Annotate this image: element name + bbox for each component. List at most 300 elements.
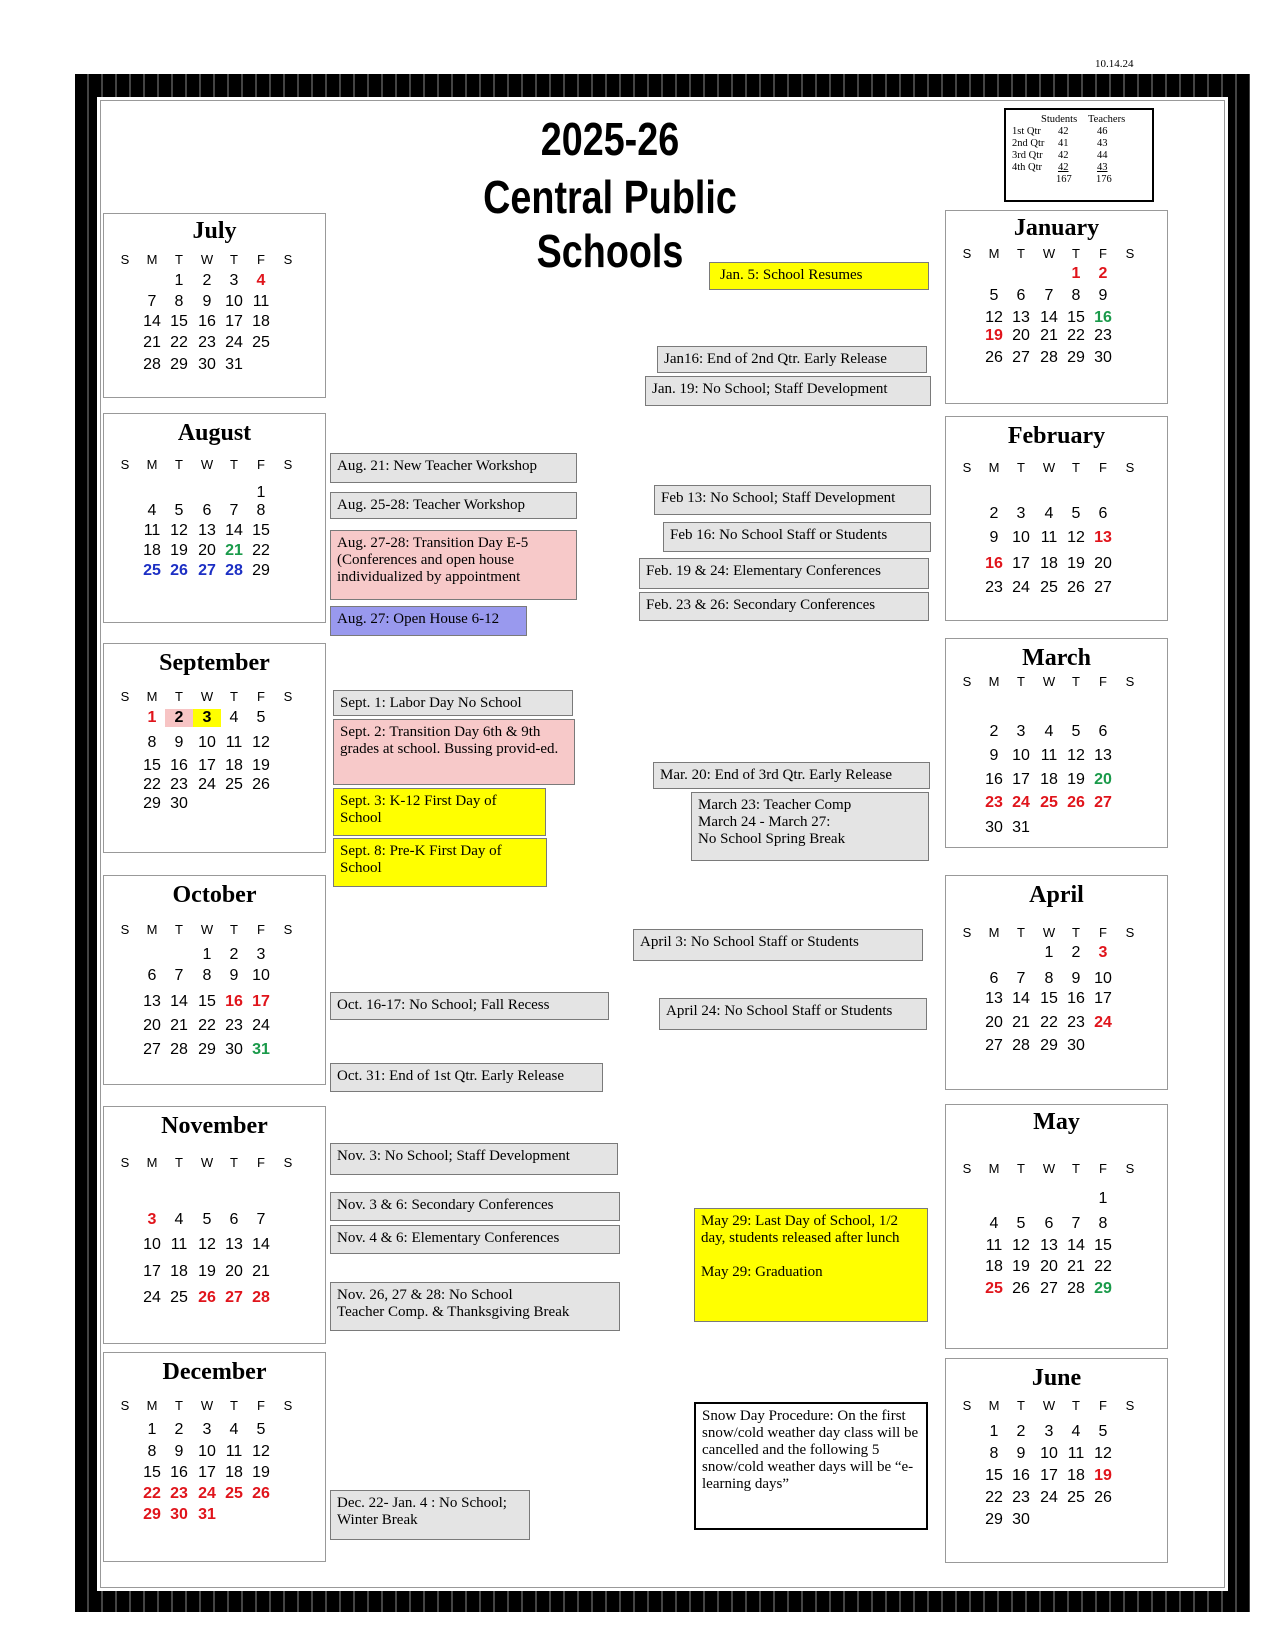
weekday-header: W: [200, 1155, 214, 1170]
calendar-day: 29: [198, 1041, 216, 1058]
calendar-day: 1: [147, 709, 157, 726]
calendar-day: 27: [1012, 349, 1030, 366]
month-name: January: [1013, 215, 1100, 241]
calendar-day: 3: [256, 946, 266, 963]
event-oct-16: Oct. 16-17: No School; Fall Recess: [330, 992, 609, 1020]
calendar-day: 27: [225, 1289, 243, 1306]
calendar-day: 11: [225, 734, 243, 751]
calendar-day: 20: [1040, 1258, 1058, 1275]
calendar-day: 5: [174, 502, 184, 519]
calendar-day: 26: [1067, 794, 1085, 811]
weekday-header: W: [200, 457, 214, 472]
calendar-day: 5: [1016, 1215, 1026, 1232]
calendar-day: 11: [225, 1443, 243, 1460]
month-name: September: [159, 650, 270, 676]
calendar-day: 14: [143, 313, 161, 330]
weekday-header: T: [230, 1155, 238, 1170]
stats-label: 2nd Qtr: [1012, 138, 1045, 149]
event-apr-24: April 24: No School Staff or Students: [659, 998, 927, 1030]
calendar-day: 15: [1094, 1237, 1112, 1254]
weekday-header: S: [120, 689, 130, 704]
weekday-header: T: [1017, 1398, 1025, 1413]
calendar-day: 13: [1094, 747, 1112, 764]
calendar-day: 26: [252, 776, 270, 793]
calendar-day: 18: [225, 1464, 243, 1481]
calendar-day: 10: [1094, 970, 1112, 987]
weekday-header: T: [1072, 460, 1080, 475]
weekday-header: T: [175, 1398, 183, 1413]
calendar-day: 25: [1067, 1489, 1085, 1506]
calendar-day: 12: [1094, 1445, 1112, 1462]
calendar-day: 28: [143, 356, 161, 373]
event-oct-31: Oct. 31: End of 1st Qtr. Early Release: [330, 1063, 603, 1092]
calendar-day: 1: [256, 484, 266, 501]
stats-teachers: 46: [1097, 126, 1108, 137]
weekday-header: F: [257, 1398, 265, 1413]
weekday-header: T: [230, 922, 238, 937]
weekday-header: T: [1072, 246, 1080, 261]
calendar-day: 9: [1016, 1445, 1026, 1462]
calendar-day: 16: [198, 313, 216, 330]
weekday-header: S: [283, 922, 293, 937]
weekday-header: T: [175, 457, 183, 472]
calendar-day: 19: [198, 1263, 216, 1280]
calendar-day: 30: [198, 356, 216, 373]
weekday-header: S: [120, 252, 130, 267]
calendar-day: 6: [202, 502, 212, 519]
calendar-day: 24: [198, 1485, 216, 1502]
weekday-header: T: [230, 1398, 238, 1413]
calendar-day: 16: [985, 771, 1003, 788]
calendar-day: 21: [225, 542, 243, 559]
month-name: March: [1022, 645, 1091, 671]
calendar-day: 19: [170, 542, 188, 559]
calendar-day: 5: [202, 1211, 212, 1228]
stats-label: 1st Qtr: [1012, 126, 1041, 137]
calendar-day: 3: [1016, 723, 1026, 740]
calendar-day: 8: [1071, 287, 1081, 304]
weekday-header: F: [257, 457, 265, 472]
calendar-day: 19: [252, 757, 270, 774]
weekday-header: T: [1017, 460, 1025, 475]
event-may-29: [694, 1208, 928, 1322]
calendar-day: 8: [989, 1445, 999, 1462]
calendar-day: 14: [252, 1236, 270, 1253]
calendar-day: 24: [1040, 1489, 1058, 1506]
calendar-day: 30: [1094, 349, 1112, 366]
calendar-day: 6: [1044, 1215, 1054, 1232]
weekday-header: F: [1099, 674, 1107, 689]
calendar-day: 24: [143, 1289, 161, 1306]
calendar-day: 29: [1067, 349, 1085, 366]
calendar-day: 7: [1071, 1215, 1081, 1232]
calendar-day: 8: [174, 293, 184, 310]
calendar-day: 30: [1067, 1037, 1085, 1054]
calendar-day: 16: [1067, 990, 1085, 1007]
month-june: [945, 1358, 1168, 1563]
calendar-day: 20: [1094, 555, 1112, 572]
calendar-day: 1: [147, 1421, 157, 1438]
month-october: [103, 875, 326, 1085]
weekday-header: F: [257, 1155, 265, 1170]
calendar-day: 17: [225, 313, 243, 330]
event-aug-21: Aug. 21: New Teacher Workshop: [330, 453, 577, 483]
stats-teachers: 43: [1097, 162, 1108, 173]
calendar-day: 19: [252, 1464, 270, 1481]
weekday-header: F: [257, 922, 265, 937]
calendar-day: 25: [252, 334, 270, 351]
calendar-day: 22: [1094, 1258, 1112, 1275]
calendar-day: 14: [1067, 1237, 1085, 1254]
weekday-header: W: [1042, 674, 1056, 689]
calendar-day: 2: [165, 709, 193, 727]
calendar-day: 1: [1098, 1190, 1108, 1207]
calendar-day: 6: [1016, 287, 1026, 304]
calendar-day: 17: [143, 1263, 161, 1280]
calendar-day: 25: [143, 562, 161, 579]
weekday-header: T: [175, 922, 183, 937]
calendar-day: 4: [229, 1421, 239, 1438]
weekday-header: W: [1042, 925, 1056, 940]
calendar-day: 12: [1012, 1237, 1030, 1254]
calendar-day: 28: [225, 562, 243, 579]
event-feb-23: Feb. 23 & 26: Secondary Conferences: [639, 592, 929, 621]
weekday-header: M: [146, 689, 158, 704]
event-feb-16: Feb 16: No School Staff or Students: [663, 522, 931, 552]
calendar-day: 22: [143, 1485, 161, 1502]
calendar-day: 3: [147, 1211, 157, 1228]
calendar-day: 20: [143, 1017, 161, 1034]
calendar-day: 19: [1067, 555, 1085, 572]
calendar-day: 20: [985, 1014, 1003, 1031]
calendar-day: 21: [143, 334, 161, 351]
weekday-header: W: [1042, 1161, 1056, 1176]
stats-label: 3rd Qtr: [1012, 150, 1043, 161]
calendar-day: 3: [202, 1421, 212, 1438]
calendar-day: 17: [198, 1464, 216, 1481]
calendar-day: 20: [1094, 771, 1112, 788]
calendar-day: 14: [170, 993, 188, 1010]
calendar-day: 25: [985, 1280, 1003, 1297]
event-aug-27-open-house: Aug. 27: Open House 6-12: [330, 606, 527, 636]
calendar-day: 29: [170, 356, 188, 373]
event-nov-26-line1: Nov. 26, 27 & 28: No School: [337, 1287, 513, 1303]
calendar-day: 7: [1044, 287, 1054, 304]
calendar-day: 19: [985, 327, 1003, 344]
calendar-day: 1: [202, 946, 212, 963]
event-sep-8: Sept. 8: Pre-K First Day of School: [333, 838, 547, 887]
calendar-day: 10: [252, 967, 270, 984]
calendar-day: 25: [170, 1289, 188, 1306]
calendar-day: 16: [1094, 309, 1112, 326]
calendar-day: 9: [989, 529, 999, 546]
calendar-day: 4: [174, 1211, 184, 1228]
school-name-title: Central Public Schools: [483, 171, 737, 277]
calendar-day: 2: [1016, 1423, 1026, 1440]
calendar-day: 15: [143, 1464, 161, 1481]
calendar-day: 29: [1094, 1280, 1112, 1297]
month-name: November: [161, 1113, 268, 1139]
weekday-header: M: [146, 922, 158, 937]
calendar-day: 11: [985, 1237, 1003, 1254]
calendar-day: 29: [252, 562, 270, 579]
calendar-day: 7: [174, 967, 184, 984]
stats-teachers: 44: [1097, 150, 1108, 161]
calendar-day: 7: [147, 293, 157, 310]
calendar-day: 27: [1040, 1280, 1058, 1297]
calendar-day: 23: [985, 579, 1003, 596]
calendar-day: 24: [1012, 794, 1030, 811]
calendar-day: 27: [1094, 794, 1112, 811]
calendar-day: 21: [1067, 1258, 1085, 1275]
calendar-day: 28: [1040, 349, 1058, 366]
calendar-day: 12: [252, 734, 270, 751]
weekday-header: S: [283, 1398, 293, 1413]
calendar-day: 11: [1040, 529, 1058, 546]
calendar-day: 14: [1012, 990, 1030, 1007]
calendar-day: 17: [252, 993, 270, 1010]
weekday-header: S: [283, 252, 293, 267]
calendar-day: 23: [170, 1485, 188, 1502]
calendar-day: 16: [1012, 1467, 1030, 1484]
weekday-header: F: [1099, 460, 1107, 475]
stats-teachers: 43: [1097, 138, 1108, 149]
stats-students: 42: [1058, 126, 1069, 137]
calendar-day: 15: [143, 757, 161, 774]
calendar-day: 15: [252, 522, 270, 539]
teachers-header: Teachers: [1088, 114, 1126, 125]
calendar-day: 30: [985, 819, 1003, 836]
calendar-day: 16: [170, 1464, 188, 1481]
calendar-day: 14: [225, 522, 243, 539]
calendar-day: 24: [252, 1017, 270, 1034]
weekday-header: S: [962, 1398, 972, 1413]
calendar-day: 17: [1012, 771, 1030, 788]
calendar-day: 31: [1012, 819, 1030, 836]
month-march: [945, 638, 1168, 848]
calendar-day: 13: [143, 993, 161, 1010]
event-sep-3: Sept. 3: K-12 First Day of School: [333, 788, 546, 836]
event-may-29-graduation: May 29: Graduation: [701, 1264, 823, 1280]
month-december: [103, 1352, 326, 1562]
stats-students: 42: [1058, 162, 1069, 173]
weekday-header: T: [1017, 246, 1025, 261]
calendar-day: 2: [1071, 944, 1081, 961]
calendar-day: 4: [1071, 1423, 1081, 1440]
weekday-header: F: [1099, 246, 1107, 261]
calendar-day: 11: [252, 293, 270, 310]
calendar-day: 22: [985, 1489, 1003, 1506]
calendar-day: 18: [170, 1263, 188, 1280]
calendar-day: 19: [1094, 1467, 1112, 1484]
calendar-day: 17: [1040, 1467, 1058, 1484]
weekday-header: S: [120, 1398, 130, 1413]
calendar-day: 13: [1012, 309, 1030, 326]
weekday-header: T: [175, 689, 183, 704]
weekday-header: F: [257, 252, 265, 267]
event-nov-26-line2: Teacher Comp. & Thanksgiving Break: [337, 1304, 570, 1320]
calendar-day: 29: [143, 795, 161, 812]
calendar-day: 5: [1098, 1423, 1108, 1440]
calendar-day: 24: [198, 776, 216, 793]
calendar-day: 26: [198, 1289, 216, 1306]
calendar-day: 30: [170, 795, 188, 812]
event-dec-22: Dec. 22- Jan. 4 : No School; Winter Break: [330, 1490, 530, 1540]
calendar-day: 18: [143, 542, 161, 559]
calendar-day: 23: [985, 794, 1003, 811]
calendar-day: 18: [1040, 555, 1058, 572]
weekday-header: T: [1072, 1398, 1080, 1413]
calendar-day: 5: [989, 287, 999, 304]
calendar-day: 8: [1044, 970, 1054, 987]
calendar-day: 20: [225, 1263, 243, 1280]
calendar-day: 29: [1040, 1037, 1058, 1054]
calendar-day: 16: [170, 757, 188, 774]
calendar-day: 10: [225, 293, 243, 310]
month-name: May: [1033, 1109, 1080, 1135]
weekday-header: M: [988, 925, 1000, 940]
event-nov-26: [330, 1282, 620, 1331]
calendar-day: 26: [1067, 579, 1085, 596]
stats-students: 42: [1058, 150, 1069, 161]
calendar-day: 26: [252, 1485, 270, 1502]
calendar-day: 18: [1067, 1467, 1085, 1484]
calendar-day: 18: [225, 757, 243, 774]
calendar-day: 16: [985, 555, 1003, 572]
calendar-day: 13: [1094, 529, 1112, 546]
calendar-day: 27: [985, 1037, 1003, 1054]
calendar-day: 10: [143, 1236, 161, 1253]
weekday-header: S: [120, 457, 130, 472]
calendar-day: 11: [1067, 1445, 1085, 1462]
event-mar-23-line3: No School Spring Break: [698, 831, 846, 847]
calendar-day: 4: [229, 709, 239, 726]
calendar-day: 12: [170, 522, 188, 539]
event-may-29-last-day: May 29: Last Day of School, 1/2 day, students released after lunch: [701, 1213, 900, 1246]
calendar-day: 11: [143, 522, 161, 539]
calendar-day: 7: [1016, 970, 1026, 987]
calendar-day: 6: [1098, 505, 1108, 522]
event-sep-1: Sept. 1: Labor Day No School: [333, 690, 573, 716]
calendar-day: 5: [256, 1421, 266, 1438]
event-feb-19: Feb. 19 & 24: Elementary Conferences: [639, 558, 929, 589]
stats-teachers-total: 176: [1096, 174, 1112, 185]
month-february: [945, 416, 1168, 621]
month-name: April: [1029, 882, 1084, 908]
calendar-day: 7: [256, 1211, 266, 1228]
calendar-day: 5: [1071, 723, 1081, 740]
calendar-day: 6: [1098, 723, 1108, 740]
weekday-header: T: [1017, 1161, 1025, 1176]
calendar-day: 26: [1012, 1280, 1030, 1297]
weekday-header: F: [1099, 1161, 1107, 1176]
calendar-day: 23: [225, 1017, 243, 1034]
weekday-header: M: [988, 1161, 1000, 1176]
weekday-header: T: [1017, 674, 1025, 689]
month-name: July: [192, 218, 237, 244]
weekday-header: W: [1042, 1398, 1056, 1413]
calendar-day: 15: [985, 1467, 1003, 1484]
calendar-day: 3: [1098, 944, 1108, 961]
calendar-day: 25: [1040, 579, 1058, 596]
weekday-header: T: [1072, 925, 1080, 940]
event-nov-4-6: Nov. 4 & 6: Elementary Conferences: [330, 1225, 620, 1254]
calendar-day: 1: [989, 1423, 999, 1440]
calendar-day: 20: [198, 542, 216, 559]
calendar-day: 6: [147, 967, 157, 984]
weekday-header: S: [1125, 1398, 1135, 1413]
calendar-day: 31: [225, 356, 243, 373]
weekday-header: S: [120, 1155, 130, 1170]
calendar-day: 13: [198, 522, 216, 539]
calendar-day: 23: [170, 776, 188, 793]
calendar-day: 2: [989, 505, 999, 522]
weekday-header: S: [1125, 1161, 1135, 1176]
calendar-day: 20: [1012, 327, 1030, 344]
calendar-day: 9: [989, 747, 999, 764]
calendar-day: 31: [198, 1506, 216, 1523]
calendar-day: 31: [252, 1041, 270, 1058]
calendar-day: 10: [198, 734, 216, 751]
calendar-day: 21: [170, 1017, 188, 1034]
calendar-day: 21: [252, 1263, 270, 1280]
calendar-day: 15: [170, 313, 188, 330]
calendar-day: 29: [985, 1511, 1003, 1528]
month-name: February: [1007, 423, 1106, 449]
weekday-header: S: [962, 246, 972, 261]
event-aug-27-transition: Aug. 27-28: Transition Day E-5 (Conferences and open house individualized by appointment: [330, 530, 577, 600]
event-mar-23-line2: March 24 - March 27:: [698, 814, 831, 830]
month-july: [103, 213, 326, 398]
month-name: October: [172, 882, 257, 908]
calendar-day: 17: [1094, 990, 1112, 1007]
calendar-day: 16: [225, 993, 243, 1010]
calendar-day: 21: [1040, 327, 1058, 344]
month-january: [945, 210, 1168, 404]
calendar-day: 6: [989, 970, 999, 987]
calendar-day: 5: [1071, 505, 1081, 522]
calendar-day: 14: [1040, 309, 1058, 326]
calendar-day: 23: [1094, 327, 1112, 344]
calendar-day: 2: [202, 272, 212, 289]
weekday-header: W: [200, 689, 214, 704]
month-august: [103, 413, 326, 623]
calendar-day: 11: [1040, 747, 1058, 764]
calendar-day: 15: [198, 993, 216, 1010]
weekday-header: W: [200, 922, 214, 937]
calendar-day: 9: [174, 734, 184, 751]
month-name: June: [1031, 1365, 1082, 1391]
calendar-day: 8: [147, 734, 157, 751]
weekday-header: T: [1072, 674, 1080, 689]
calendar-day: 28: [1012, 1037, 1030, 1054]
calendar-day: 12: [1067, 529, 1085, 546]
weekday-header: M: [146, 252, 158, 267]
calendar-day: 22: [252, 542, 270, 559]
students-header: Students: [1041, 114, 1078, 125]
month-name: August: [177, 420, 252, 446]
weekday-header: S: [283, 457, 293, 472]
calendar-day: 8: [1098, 1215, 1108, 1232]
weekday-header: T: [230, 689, 238, 704]
weekday-header: S: [1125, 246, 1135, 261]
calendar-day: 29: [143, 1506, 161, 1523]
event-mar-23: [691, 792, 929, 861]
event-sep-2: Sept. 2: Transition Day 6th & 9th grades at school. Bussing provid-ed.: [333, 719, 575, 785]
weekday-header: W: [1042, 460, 1056, 475]
stats-students: 41: [1058, 138, 1069, 149]
event-apr-3: April 3: No School Staff or Students: [633, 929, 923, 961]
